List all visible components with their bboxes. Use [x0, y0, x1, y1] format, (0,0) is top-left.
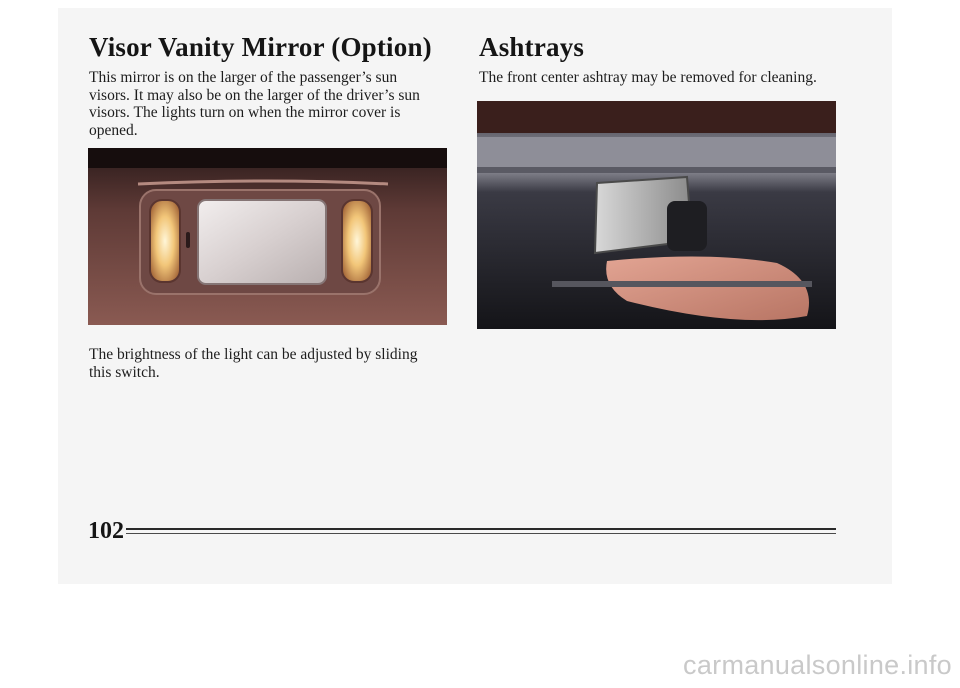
- page-number: 102: [88, 518, 124, 544]
- visor-mirror-intro: This mirror is on the larger of the passenger’s sun visors. It may also be on the larger of the driver’s sun visors. The lights turn on when the mirror cover is opened.: [89, 69, 420, 139]
- visor-mirror-heading: Visor Vanity Mirror (Option): [89, 32, 432, 62]
- ashtray-photo: [477, 101, 836, 329]
- watermark: carmanualsonline.info: [683, 650, 952, 680]
- vanity-mirror-photo: [88, 148, 447, 325]
- ashtrays-heading: Ashtrays: [479, 32, 585, 62]
- footer-rule: [126, 528, 836, 530]
- brightness-caption: The brightness of the light can be adjusted by sliding this switch.: [89, 346, 418, 381]
- footer-rule-secondary: [126, 533, 836, 534]
- ashtrays-intro: The front center ashtray may be removed for cleaning.: [479, 69, 817, 86]
